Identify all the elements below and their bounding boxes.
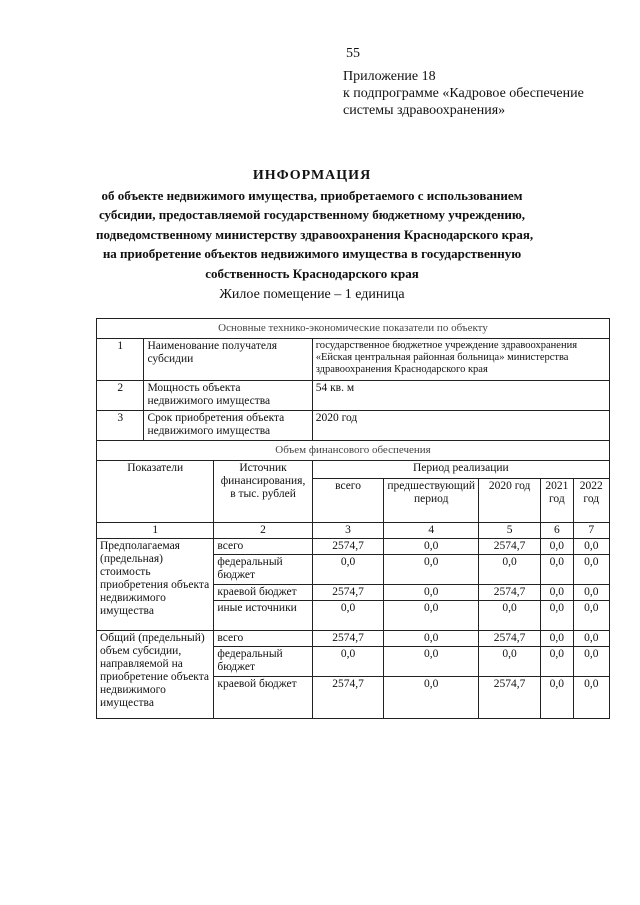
value-cell: 0,0 [573, 647, 609, 677]
title-line: подведомственному министерству здравоохранения Краснодарского края, [96, 226, 534, 242]
col-indicators: Показатели [97, 461, 214, 523]
value-cell: 0,0 [312, 601, 384, 631]
value-cell: 0,0 [312, 647, 384, 677]
value-cell: 0,0 [541, 601, 573, 631]
title-heading: ИНФОРМАЦИЯ [252, 168, 372, 183]
value-cell: 0,0 [384, 601, 479, 631]
table-row [97, 339, 610, 381]
subtitle: Жилое помещение – 1 единица [219, 287, 405, 302]
row-number: 2 [97, 381, 144, 411]
row-number: 3 [97, 411, 144, 441]
table-row [97, 631, 610, 647]
value-cell: 0,0 [573, 601, 609, 631]
appendix-block [343, 68, 584, 119]
value-cell: 2574,7 [479, 539, 541, 555]
value-cell: 2574,7 [312, 539, 384, 555]
value-cell: 0,0 [384, 647, 479, 677]
value-cell: 0,0 [573, 539, 609, 555]
row-label: Мощность объекта недвижимого имущества [144, 381, 312, 411]
source-label: всего [214, 631, 312, 647]
value-cell: 0,0 [384, 631, 479, 647]
value-cell: 0,0 [573, 677, 609, 719]
period-col: 2022 год [573, 479, 609, 523]
value-cell: 0,0 [479, 647, 541, 677]
col-number: 3 [312, 523, 384, 539]
source-label: иные источники [214, 601, 312, 631]
value-cell: 0,0 [541, 677, 573, 719]
source-label: федеральный бюджет [214, 555, 312, 585]
source-label: федеральный бюджет [214, 647, 312, 677]
col-number: 6 [541, 523, 573, 539]
col-numbers-row [97, 523, 610, 539]
value-cell: 2574,7 [479, 585, 541, 601]
section2-header-row [97, 441, 610, 461]
value-cell: 0,0 [541, 539, 573, 555]
indicator-label: Общий (предельный) объем субсидии, направляемой на приобретение объекта недвижимого имущества [97, 631, 214, 719]
row-value: 54 кв. м [312, 381, 609, 411]
appendix-line: Приложение 18 [343, 69, 436, 84]
appendix-line: системы здравоохранения» [343, 103, 506, 118]
period-header: Период реализации [312, 461, 609, 479]
title-line: собственность Краснодарского края [205, 265, 419, 281]
col-number: 2 [214, 523, 312, 539]
page-number: 55 [346, 46, 360, 61]
section1-header-row [97, 319, 610, 339]
table-row [97, 411, 610, 441]
value-cell: 0,0 [312, 555, 384, 585]
row-value: 2020 год [312, 411, 609, 441]
row-number: 1 [97, 339, 144, 381]
row-value: государственное бюджетное учреждение здравоохранения «Ейская центральная районная больница» министерства здравоохранения Краснодарского края [312, 339, 609, 381]
col-source: Источник финансирования, в тыс. рублей [214, 461, 312, 523]
value-cell: 0,0 [384, 555, 479, 585]
period-col: 2020 год [479, 479, 541, 523]
value-cell: 2574,7 [479, 631, 541, 647]
value-cell: 2574,7 [479, 677, 541, 719]
value-cell: 0,0 [384, 539, 479, 555]
period-col: всего [312, 479, 384, 523]
appendix-line: к подпрограмме «Кадровое обеспечение [343, 86, 584, 101]
source-label: всего [214, 539, 312, 555]
info-table [96, 318, 610, 719]
value-cell: 0,0 [541, 585, 573, 601]
value-cell: 0,0 [573, 631, 609, 647]
row-label: Срок приобретения объекта недвижимого имущества [144, 411, 312, 441]
value-cell: 0,0 [541, 631, 573, 647]
value-cell: 0,0 [573, 555, 609, 585]
row-label: Наименование получателя субсидии [144, 339, 312, 381]
col-number: 7 [573, 523, 609, 539]
value-cell: 0,0 [384, 585, 479, 601]
table-row [97, 539, 610, 555]
section2-header: Объем финансового обеспечения [97, 441, 610, 461]
value-cell: 2574,7 [312, 631, 384, 647]
source-label: краевой бюджет [214, 585, 312, 601]
value-cell: 0,0 [573, 585, 609, 601]
table-row [97, 381, 610, 411]
value-cell: 0,0 [479, 555, 541, 585]
period-col: 2021 год [541, 479, 573, 523]
col-number: 4 [384, 523, 479, 539]
col-number: 5 [479, 523, 541, 539]
title-line: об объекте недвижимого имущества, приобретаемого с использованием [101, 187, 523, 203]
period-col: предшествующий период [384, 479, 479, 523]
value-cell: 2574,7 [312, 585, 384, 601]
columns-header-row [97, 461, 610, 479]
value-cell: 0,0 [479, 601, 541, 631]
document-title [96, 166, 534, 283]
value-cell: 0,0 [541, 647, 573, 677]
value-cell: 0,0 [384, 677, 479, 719]
value-cell: 0,0 [541, 555, 573, 585]
col-number: 1 [97, 523, 214, 539]
title-line: субсидии, предоставляемой государственному бюджетному учреждению, [98, 207, 526, 222]
source-label: краевой бюджет [214, 677, 312, 719]
indicator-label: Предполагаемая (предельная) стоимость приобретения объекта недвижимого имущества [97, 539, 214, 631]
value-cell: 2574,7 [312, 677, 384, 719]
section1-header: Основные технико-экономические показатели по объекту [97, 319, 610, 339]
title-line: на приобретение объектов недвижимого имущества в государственную [102, 246, 522, 261]
